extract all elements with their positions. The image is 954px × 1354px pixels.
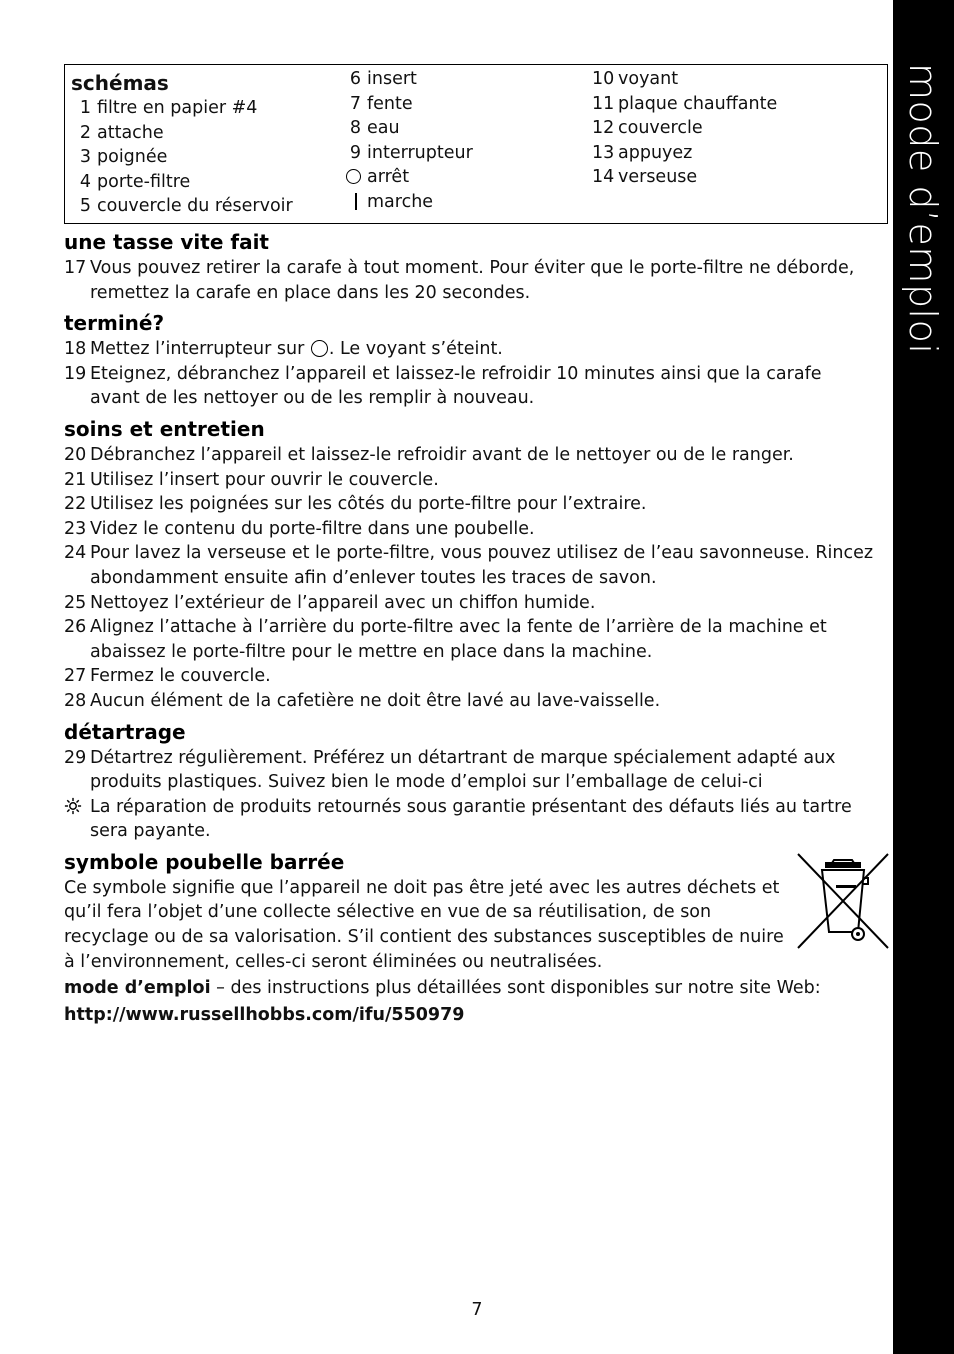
legend-item-on <box>337 190 473 215</box>
legend-number: 1 <box>79 98 91 118</box>
item-text: Utilisez l’insert pour ouvrir le couvercle. <box>90 469 439 490</box>
legend-item <box>592 116 777 141</box>
main-content <box>64 228 874 1031</box>
off-symbol-icon <box>337 165 361 190</box>
side-tab-title: mode d’emploi <box>901 63 945 355</box>
section-bin <box>64 848 874 1028</box>
legend-item <box>337 67 473 92</box>
on-symbol-icon <box>337 190 361 215</box>
item-text-part: . Le voyant s’éteint. <box>328 339 503 360</box>
legend-box <box>64 64 888 224</box>
legend-column-1 <box>71 69 293 219</box>
instruction-item <box>64 362 874 411</box>
item-text: Nettoyez l’extérieur de l’appareil avec un chiffon humide. <box>90 592 596 613</box>
legend-label: appuyez <box>618 142 693 163</box>
legend-label: voyant <box>618 69 679 89</box>
instruction-item <box>64 256 874 305</box>
item-text: Utilisez les poignées sur les côtés du porte-filtre pour l’extraire. <box>90 494 647 515</box>
bin-text: Ce symbole signifie que l’appareil ne doit pas être jeté avec les autres déchets et qu’il fera l’objet d’une collecte sélective en vue de sa réutilisation, de son recyclage ou de sa valorisation. S’il contient des substances susceptibles de nuire à l’environnement, celles-ci seront éliminées ou neutralisées. <box>64 877 784 972</box>
item-number: 23 <box>64 518 87 539</box>
legend-number: 4 <box>79 171 91 192</box>
item-number: 21 <box>64 469 87 490</box>
section-finished <box>64 309 874 411</box>
crossed-bin-icon <box>796 852 890 950</box>
legend-item-off <box>337 165 473 190</box>
item-number: 28 <box>64 690 87 711</box>
section-heading: terminé? <box>64 311 165 336</box>
instruction-item <box>64 591 874 616</box>
legend-number: 14 <box>592 167 615 188</box>
legend-number: 5 <box>79 196 91 217</box>
legend-number: 8 <box>349 118 361 139</box>
legend-number: 2 <box>79 122 91 143</box>
item-text: Pour lavez la verseuse et le porte-filtre, vous pouvez utilisez de l’eau savonneuse. Rincez abondamment ensuite afin d’enlever toutes les traces de savon. <box>90 543 874 588</box>
legend-item <box>592 92 777 117</box>
item-number: 29 <box>64 747 87 768</box>
legend-label: interrupteur <box>367 142 473 163</box>
legend-number: 12 <box>592 118 615 139</box>
item-text <box>90 337 874 362</box>
item-number: 22 <box>64 494 87 515</box>
instruction-item <box>64 689 874 714</box>
legend-label: couvercle <box>618 118 703 139</box>
section-care <box>64 415 874 714</box>
section-heading: une tasse vite fait <box>64 230 269 254</box>
legend-label: porte-filtre <box>97 171 191 192</box>
item-number: 25 <box>64 592 87 613</box>
item-text: Détartrez régulièrement. Préférez un détartrant de marque spécialement adapté aux produits plastiques. Suivez bien le mode d’emploi sur l’emballage de celui-ci <box>90 747 836 793</box>
legend-item <box>71 170 293 195</box>
legend-number: 9 <box>349 142 361 163</box>
item-text: Débranchez l’appareil et laissez-le refroidir avant de le nettoyer ou de le ranger. <box>90 444 794 465</box>
legend-number: 13 <box>592 142 615 163</box>
legend-label: couvercle du réservoir <box>97 196 293 217</box>
section-descaling <box>64 718 874 844</box>
section-heading: symbole poubelle barrée <box>64 849 345 874</box>
item-text: Alignez l’attache à l’arrière du porte-filtre avec la fente de l’arrière de la machine et abaissez le porte-filtre pour le mettre en place dans la machine. <box>90 617 827 662</box>
instruction-item <box>64 517 874 542</box>
legend-label: verseuse <box>618 167 698 188</box>
legend-label: plaque chauffante <box>618 93 778 114</box>
legend-item <box>592 67 777 92</box>
item-number: 19 <box>64 363 87 384</box>
warning-text: La réparation de produits retournés sous garantie présentant des défauts liés au tartre sera payante. <box>90 796 852 842</box>
instruction-item <box>64 664 874 689</box>
item-number: 18 <box>64 339 87 360</box>
section-quick-cup <box>64 228 874 305</box>
warning-item <box>64 795 874 844</box>
side-tab <box>893 0 954 1354</box>
item-text: Videz le contenu du porte-filtre dans une poubelle. <box>90 518 535 539</box>
item-number: 17 <box>64 258 87 278</box>
more-info-line <box>64 976 874 1001</box>
item-text: Fermez le couvercle. <box>90 666 271 687</box>
more-info-text: des instructions plus détaillées sont disponibles sur notre site Web: <box>230 978 821 999</box>
item-number: 26 <box>64 617 87 638</box>
section-heading: soins et entretien <box>64 416 265 441</box>
item-number: 20 <box>64 444 87 465</box>
instruction-item <box>64 337 874 362</box>
legend-item <box>337 116 473 141</box>
legend-number: 7 <box>349 93 361 114</box>
off-symbol-icon <box>311 340 328 357</box>
item-text-part: Mettez l’interrupteur sur <box>90 339 305 360</box>
more-info-dash: – <box>210 978 231 999</box>
legend-number: 3 <box>79 147 91 168</box>
sun-icon <box>64 795 90 844</box>
legend-column-3 <box>592 67 777 190</box>
legend-number: 10 <box>592 69 615 89</box>
legend-item <box>71 96 293 121</box>
item-number: 24 <box>64 543 87 564</box>
item-number: 27 <box>64 666 87 687</box>
instruction-item <box>64 541 874 590</box>
section-heading: détartrage <box>64 719 186 744</box>
legend-label: attache <box>97 122 164 143</box>
item-text: Vous pouvez retirer la carafe à tout moment. Pour éviter que le porte-filtre ne déborde, remettez la carafe en place dans les 20 secondes. <box>90 258 855 303</box>
item-text: Aucun élément de la cafetière ne doit être lavé au lave-vaisselle. <box>90 690 661 711</box>
instruction-item <box>64 468 874 493</box>
legend-label: arrêt <box>367 167 410 188</box>
item-text: Eteignez, débranchez l’appareil et laissez-le refroidir 10 minutes ainsi que la carafe avant de les nettoyer ou de les remplir à nouveau. <box>90 363 822 409</box>
legend-number: 6 <box>349 69 361 89</box>
legend-item <box>71 194 293 219</box>
legend-label: fente <box>367 93 413 114</box>
legend-label: marche <box>367 191 434 212</box>
more-info-label: mode d’emploi <box>64 978 211 999</box>
legend-heading: schémas <box>71 71 169 95</box>
instruction-item <box>64 615 874 664</box>
legend-item <box>71 145 293 170</box>
page-number: 7 <box>471 1300 483 1320</box>
legend-column-2 <box>337 67 473 215</box>
legend-label: insert <box>367 69 417 89</box>
legend-item <box>592 165 777 190</box>
instruction-item <box>64 443 874 468</box>
legend-item <box>71 121 293 146</box>
instruction-item <box>64 492 874 517</box>
legend-item <box>592 141 777 166</box>
instruction-item <box>64 746 874 795</box>
legend-label: poignée <box>97 147 168 168</box>
legend-item <box>337 92 473 117</box>
legend-number: 11 <box>592 93 615 114</box>
legend-label: filtre en papier #4 <box>97 98 258 118</box>
legend-item <box>337 141 473 166</box>
legend-label: eau <box>367 118 400 139</box>
website-link[interactable]: http://www.russellhobbs.com/ifu/550979 <box>64 1004 465 1025</box>
